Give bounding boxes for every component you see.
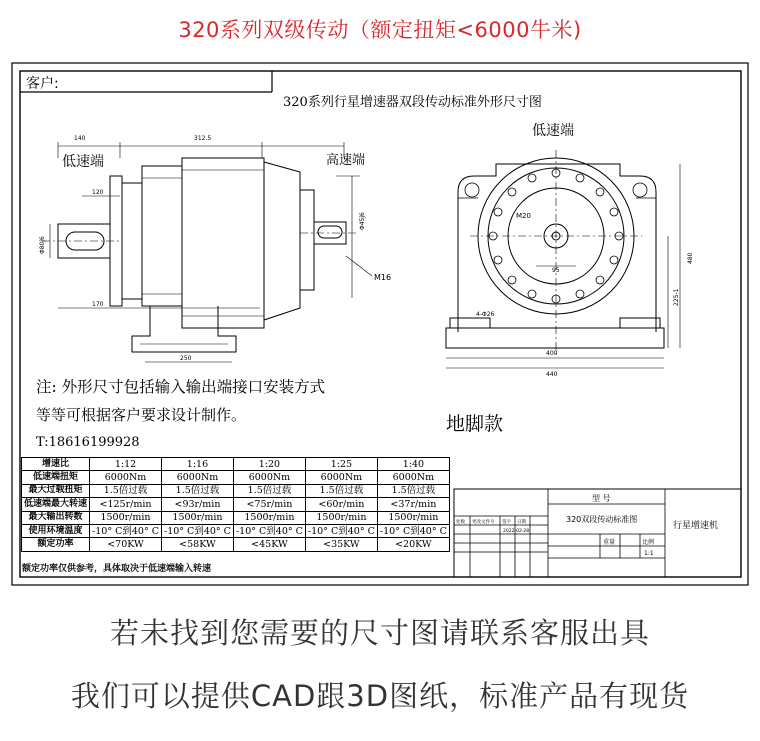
rev-header-1: 更改文件号 [472, 520, 495, 525]
drawing-title: 320系列行星增速器双段传动标准外形尺寸图 [283, 95, 542, 110]
specs-cell: 1500r/min [377, 511, 449, 524]
specs-header-cell: 1:25 [305, 458, 377, 471]
specs-cell: -10° C到40° C [90, 524, 162, 537]
specs-cell: <45KW [233, 538, 305, 551]
high-speed-label: 高速端 [326, 153, 366, 168]
specs-cell: 1500r/min [161, 511, 233, 524]
specs-cell: 1.5倍过载 [161, 484, 233, 497]
specs-header-cell: 1:40 [377, 458, 449, 471]
dim-120: 120 [92, 189, 104, 196]
specs-cell: <35KW [305, 538, 377, 551]
footer-line-2: 我们可以提供CAD跟3D图纸，标准产品有现货 [70, 679, 690, 713]
title-block-date: 2022-02-28 [503, 529, 530, 534]
note-line-2: 等等可根据客户要求设计制作。 [36, 406, 247, 424]
specs-row-label: 额定功率 [22, 538, 90, 551]
specs-cell: <93r/min [161, 498, 233, 511]
specs-header-cell: 1:16 [161, 458, 233, 471]
specs-cell: -10° C到40° C [305, 524, 377, 537]
technical-drawing [0, 58, 760, 590]
specs-cell: 1.5倍过载 [377, 484, 449, 497]
dim-250: 250 [180, 355, 192, 362]
dim-4-26: 4-Φ26 [476, 311, 495, 318]
specs-cell: -10° C到40° C [377, 524, 449, 537]
specs-footnote: 额定功率仅供参考，具体取决于低速端输入转速 [22, 564, 212, 574]
side-view [42, 142, 372, 362]
specs-table [21, 457, 450, 552]
foot-type-label: 地脚款 [446, 413, 504, 435]
dim-440: 440 [546, 371, 558, 378]
specs-row [22, 511, 450, 524]
dim-140: 140 [74, 135, 86, 142]
title-block-model-label: 型 号 [592, 494, 611, 503]
dim-400: 400 [546, 350, 558, 357]
specs-cell: 1500r/min [305, 511, 377, 524]
specs-cell: <70KW [90, 538, 162, 551]
specs-row [22, 524, 450, 537]
rev-header-0: 处数 [456, 520, 465, 525]
specs-header-row [22, 458, 450, 471]
specs-cell: <37r/min [377, 498, 449, 511]
footer-line-1: 若未找到您需要的尺寸图请联系客服出具 [109, 616, 650, 650]
dim-225: 225-1 [673, 288, 680, 306]
title-block-scale: 1:1 [644, 550, 654, 557]
specs-cell: <75r/min [233, 498, 305, 511]
front-view [446, 150, 680, 368]
specs-cell: 6000Nm [233, 471, 305, 484]
specs-header-cell: 1:12 [90, 458, 162, 471]
specs-cell: -10° C到40° C [161, 524, 233, 537]
title-block-weight: 重量 [603, 539, 616, 546]
specs-cell: 6000Nm [377, 471, 449, 484]
specs-cell: 6000Nm [90, 471, 162, 484]
specs-row-label: 低速端扭矩 [22, 471, 90, 484]
specs-cell: <20KW [377, 538, 449, 551]
specs-row [22, 498, 450, 511]
dim-m16: M16 [374, 273, 392, 282]
dim-45: Φ45j6 [359, 212, 366, 230]
dim-95: 95 [552, 267, 560, 274]
dim-480: 480 [687, 252, 694, 264]
specs-cell: 1.5倍过载 [233, 484, 305, 497]
dim-312: 312.5 [194, 135, 212, 142]
specs-cell: <58KW [161, 538, 233, 551]
specs-row-label: 最大输出转数 [22, 511, 90, 524]
specs-cell: 1.5倍过载 [305, 484, 377, 497]
specs-cell: 1.5倍过载 [90, 484, 162, 497]
title-block-drawing-name: 320双段传动标准图 [566, 515, 638, 524]
low-speed-label-left: 低速端 [62, 154, 104, 170]
specs-cell: <60r/min [305, 498, 377, 511]
rev-header-2: 签字 [502, 520, 511, 525]
specs-row [22, 484, 450, 497]
specs-header-cell: 增速比 [22, 458, 90, 471]
specs-row-label: 使用环境温度 [22, 524, 90, 537]
specs-cell: 1500r/min [90, 511, 162, 524]
specs-row-label: 低速端最大转速 [22, 498, 90, 511]
low-speed-label-right: 低速端 [532, 123, 574, 139]
specs-cell: -10° C到40° C [233, 524, 305, 537]
specs-row-label: 最大过载扭矩 [22, 484, 90, 497]
title-block-product: 行星增速机 [673, 521, 719, 531]
customer-label: 客户: [26, 76, 59, 92]
dim-170: 170 [92, 301, 104, 308]
specs-row [22, 471, 450, 484]
specs-cell: 6000Nm [305, 471, 377, 484]
title-block-scale-label: 比例 [642, 539, 655, 546]
banner-title: 320系列双级传动（额定扭矩<6000牛米) [178, 18, 582, 42]
dim-80: Φ80j6 [39, 236, 46, 254]
specs-cell: 6000Nm [161, 471, 233, 484]
note-line-1: 注: 外形尺寸包括输入输出端接口安装方式 [36, 378, 326, 396]
specs-cell: <125r/min [90, 498, 162, 511]
dim-m20: M20 [516, 212, 531, 220]
specs-row [22, 538, 450, 551]
phone-number: T:18616199928 [36, 435, 140, 450]
specs-cell: 1500r/min [233, 511, 305, 524]
specs-header-cell: 1:20 [233, 458, 305, 471]
rev-header-3: 日期 [517, 520, 526, 525]
